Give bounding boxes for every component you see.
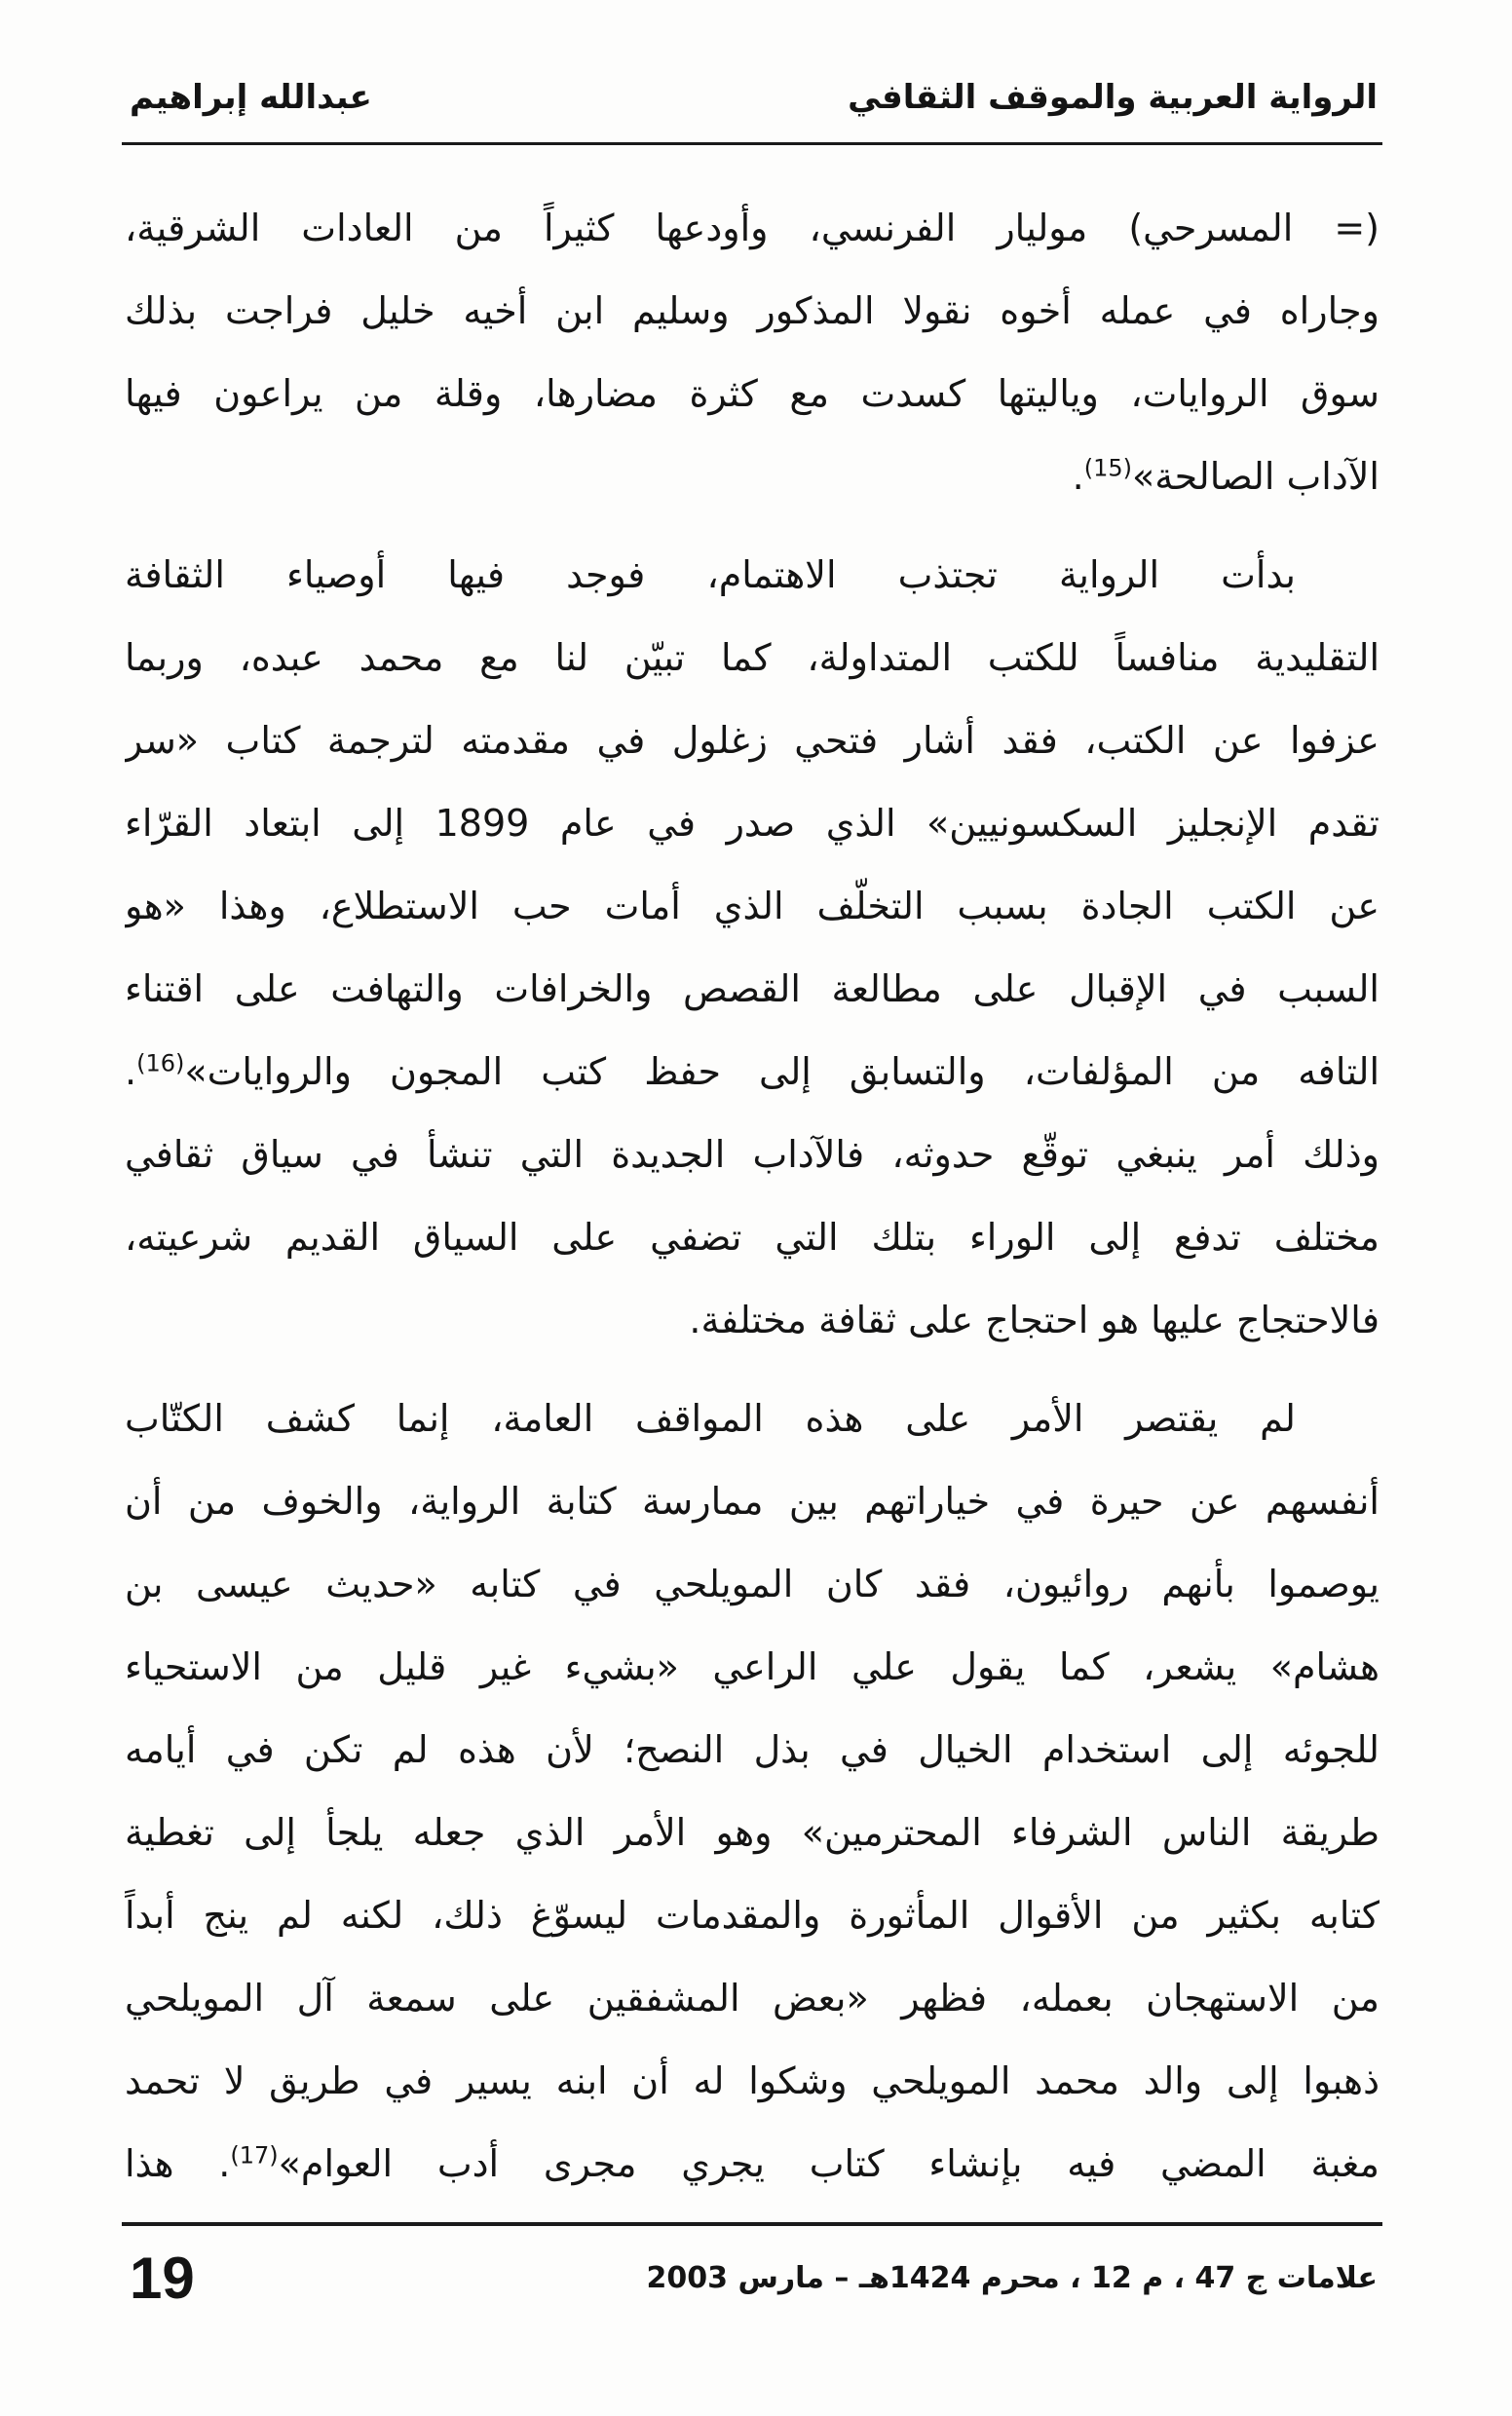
line-text: أنفسهم عن حيرة في خياراتهم بين ممارسة كتابة الرواية، والخوف من أن <box>125 1480 1380 1523</box>
line-text: مغبة المضي فيه بإنشاء كتاب يجري مجرى أدب العوام» <box>278 2142 1380 2185</box>
text-line <box>125 1460 1380 1543</box>
line-text: بدأت الرواية تجتذب الاهتمام، فوجد فيها أوصياء الثقافة <box>125 553 1296 596</box>
line-text: وجاراه في عمله أخوه نقولا المذكور وسليم ابن أخيه خليل فراجت بذلك <box>125 289 1380 332</box>
line-text: (= المسرحي) موليار الفرنسي، وأودعها كثيراً من العادات الشرقية، <box>125 207 1380 249</box>
line-content <box>1073 455 1380 498</box>
line-text-tail: . هذا <box>125 2142 231 2185</box>
line-text: تقدم الإنجليز السكسونيين» الذي صدر في عام 1899 إلى ابتعاد القرّاء <box>125 802 1380 845</box>
line-text: السبب في الإقبال على مطالعة القصص والخرافات والتهافت على اقتناء <box>125 967 1380 1010</box>
text-line <box>125 2040 1380 2123</box>
text-line <box>125 948 1380 1031</box>
paragraph <box>125 1378 1380 2206</box>
line-text: كتابه بكثير من الأقوال المأثورة والمقدمات ليسوّغ ذلك، لكنه لم ينج أبداً <box>125 1894 1380 1937</box>
footnote-ref: (17) <box>230 2141 279 2170</box>
text-line <box>125 1114 1380 1196</box>
text-line <box>125 1874 1380 1957</box>
line-text: ذهبوا إلى والد محمد المويلحي وشكوا له أن ابنه يسير في طريق لا تحمد <box>125 2059 1380 2102</box>
line-text: الآداب الصالحة» <box>1132 455 1380 498</box>
text-line <box>125 1626 1380 1709</box>
text-line <box>125 1957 1380 2040</box>
text-line <box>125 1709 1380 1792</box>
footnote-ref: (15) <box>1083 454 1133 482</box>
page-number: 19 <box>130 2246 195 2311</box>
text-line <box>125 617 1380 699</box>
line-text: عزفوا عن الكتب، فقد أشار فتحي زغلول في مقدمته لترجمة كتاب «سر <box>125 719 1380 762</box>
line-content <box>125 2142 1380 2185</box>
line-text-tail: . <box>1072 455 1084 498</box>
running-author: عبدالله إبراهيم <box>130 78 372 117</box>
text-line <box>125 270 1380 353</box>
text-line <box>125 1378 1380 1460</box>
line-text: مختلف تدفع إلى الوراء بتلك التي تضفي على السياق القديم شرعيته، <box>125 1216 1380 1259</box>
text-line <box>125 187 1380 270</box>
text-line <box>125 1543 1380 1626</box>
text-line <box>125 699 1380 782</box>
running-title: الرواية العربية والموقف الثقافي <box>848 78 1378 117</box>
line-text: للجوئه إلى استخدام الخيال في بذل النصح؛ لأن هذه لم تكن في أيامه <box>125 1728 1380 1771</box>
journal-citation: علامات ج 47 ، م 12 ، محرم 1424هـ – مارس 2003 <box>646 2261 1378 2295</box>
footer-rule <box>122 2222 1382 2226</box>
line-content <box>125 1050 1380 1093</box>
footnote-ref: (16) <box>136 1049 185 1077</box>
line-text: لم يقتصر الأمر على هذه المواقف العامة، إنما كشف الكتّاب <box>125 1397 1296 1440</box>
line-text: فالاحتجاج عليها هو احتجاج على ثقافة مختلفة. <box>689 1299 1380 1341</box>
text-line <box>125 1196 1380 1279</box>
line-text: يوصموا بأنهم روائيون، فقد كان المويلحي في كتابه «حديث عيسى بن <box>125 1563 1380 1605</box>
text-line <box>125 534 1380 617</box>
text-line <box>125 2123 1380 2206</box>
text-line <box>125 782 1380 865</box>
header-rule <box>122 142 1382 145</box>
paragraph <box>125 534 1380 1362</box>
text-line <box>125 1279 1380 1362</box>
line-text: عن الكتب الجادة بسبب التخلّف الذي أمات حب الاستطلاع، وهذا «هو <box>125 885 1380 927</box>
text-line <box>125 353 1380 435</box>
line-text: التافه من المؤلفات، والتسابق إلى حفظ كتب المجون والروايات» <box>184 1050 1380 1093</box>
line-text-tail: . <box>125 1050 137 1093</box>
text-line <box>125 865 1380 948</box>
line-text: التقليدية منافساً للكتب المتداولة، كما تبيّن لنا مع محمد عبده، وربما <box>125 636 1380 679</box>
line-text: سوق الروايات، وياليتها كسدت مع كثرة مضارها، وقلة من يراعون فيها <box>125 372 1380 415</box>
line-text: وذلك أمر ينبغي توقّع حدوثه، فالآداب الجديدة التي تنشأ في سياق ثقافي <box>125 1133 1380 1176</box>
line-text: طريقة الناس الشرفاء المحترمين» وهو الأمر الذي جعله يلجأ إلى تغطية <box>125 1811 1380 1854</box>
paragraph <box>125 187 1380 518</box>
text-line <box>125 1031 1380 1114</box>
line-text: هشام» يشعر، كما يقول علي الراعي «بشيء غير قليل من الاستحياء <box>125 1645 1380 1688</box>
body-text <box>125 187 1380 2206</box>
line-text: من الاستهجان بعمله، فظهر «بعض المشفقين على سمعة آل المويلحي <box>125 1977 1380 2020</box>
text-line <box>125 435 1380 518</box>
text-line <box>125 1792 1380 1874</box>
